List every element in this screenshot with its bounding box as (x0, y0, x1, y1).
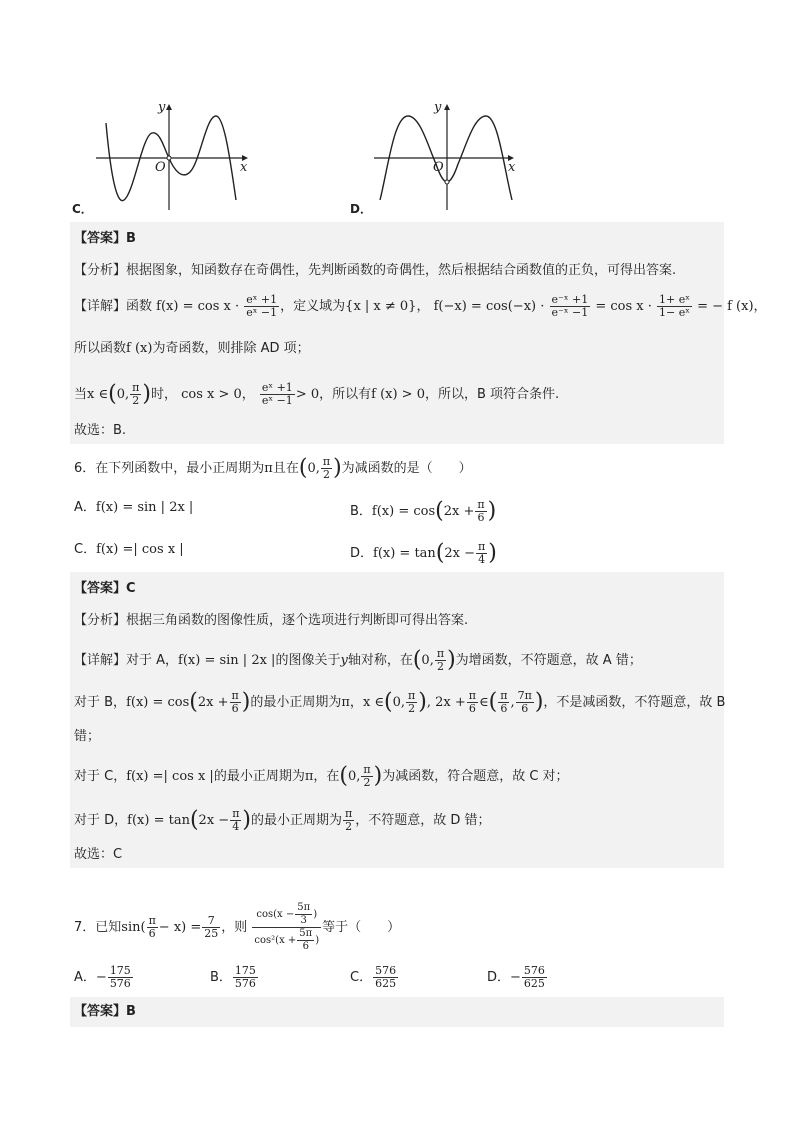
t: ， (241, 387, 255, 402)
num: π (322, 455, 331, 468)
fraction (516, 690, 534, 715)
q7-option-b (210, 965, 259, 990)
q6-detail-d: 对于 D，f(x) = tan(2x − $\frac{\pi}{4}$ )的最小正周期为 $\frac{\pi}{2}$ ，不符题意，故 D 错； (74, 807, 491, 833)
t: 等于（ ） (322, 920, 401, 935)
num: e⁻ˣ +1 (551, 293, 589, 306)
y-label: y (158, 100, 166, 115)
t: 为增函数，不符题意，故 A 错； (455, 653, 642, 668)
fraction (108, 965, 133, 990)
math: x ∈ (362, 695, 385, 710)
fraction (475, 499, 486, 524)
den: 2 (322, 468, 330, 481)
t: 且在 (272, 461, 299, 476)
t: cos(x − (256, 909, 295, 920)
math: π (341, 695, 350, 710)
t: 的最小正周期为 (250, 695, 342, 710)
fraction (230, 690, 241, 715)
den: e⁻ˣ −1 (551, 306, 589, 319)
math: = cos x · (595, 299, 652, 314)
num: 576 (375, 964, 397, 977)
math: − (95, 970, 107, 985)
num: 175 (109, 964, 131, 977)
t: 【详解】对于 A， (74, 653, 179, 668)
fraction (373, 965, 398, 990)
math: 2x + (197, 695, 229, 710)
num: π (468, 689, 476, 702)
q5-detail-line2 (74, 340, 310, 358)
math: f(x) = cos x · (156, 299, 240, 314)
t: 6．在下列函数中，最小正周期为 (74, 461, 265, 476)
y-label: y (434, 100, 442, 115)
math: sin( (121, 920, 146, 935)
num: 175 (234, 964, 256, 977)
fraction (498, 690, 509, 715)
t: ， (753, 299, 767, 314)
math: − x) = (158, 920, 202, 935)
fraction (321, 456, 332, 481)
fraction (467, 690, 478, 715)
graph-d-label: D． (350, 202, 372, 216)
fraction (233, 965, 258, 990)
math: f(x) = sin | 2x | (95, 500, 194, 515)
den: 6 (231, 702, 239, 715)
origin-label: O (433, 160, 444, 175)
q6-detail-b: 对于 B，f(x) = cos(2x + $\frac{\pi}{6}$ )的最小正周期为π，x ∈(0, $\frac{\pi}{2}$ ), 2x + $\frac{\pi}{6}$ ∈( $\frac{\pi}{6}$ , $\frac{7\pi}{6}$ )，不是减函数，不符题意，故 B (74, 689, 726, 715)
label: A． (74, 970, 96, 985)
math: f(x) = sin | 2x | (178, 653, 276, 668)
label: A． (74, 500, 96, 515)
den: 625 (375, 977, 397, 990)
q5-solution-box (70, 222, 724, 444)
q6-analysis: 【分析】根据三角函数的图像性质，逐个选项进行判断即可得出答案. (74, 613, 469, 628)
math: π (304, 769, 314, 784)
q7-answer: 【答案】B (74, 1004, 136, 1019)
y-axis-arrow (166, 104, 172, 110)
t: ，则 (221, 920, 248, 935)
num: π (436, 647, 445, 660)
q6-option-d: D．f(x) = tan(2x − $\frac{\pi}{4}$ ) (350, 540, 497, 566)
num: π (132, 381, 140, 394)
den: 6 (477, 511, 485, 524)
fraction (202, 915, 220, 940)
math: > 0 (295, 387, 320, 402)
fraction (361, 764, 372, 789)
num: π (477, 498, 485, 511)
q5-detail-line1 (74, 294, 767, 319)
fraction (406, 690, 417, 715)
den: 6 (148, 927, 156, 940)
num: π (363, 763, 371, 776)
den: 3 (300, 915, 307, 926)
q6-option-c (74, 541, 184, 559)
fraction (295, 902, 312, 927)
math: 2x + (443, 504, 475, 519)
t: ， (416, 299, 430, 314)
t: 时， (150, 387, 177, 402)
t: ，所以，B 项符合条件. (424, 387, 560, 402)
math: f(x) = tan (127, 813, 190, 828)
den: 6 (500, 702, 508, 715)
math: f (x) (126, 341, 153, 356)
t: cos²(x + (254, 935, 297, 946)
x-label: x (240, 160, 248, 175)
num: 1+ eˣ (659, 293, 690, 306)
den: 25 (204, 927, 219, 940)
fraction (522, 965, 547, 990)
t: 为减函数的是（ ） (341, 461, 472, 476)
q5-conclusion: 故选：B. (74, 423, 127, 438)
q6-conclusion: 故选：C (74, 847, 123, 862)
label: C． (350, 970, 373, 985)
t: 函数 (126, 299, 153, 314)
num: eˣ +1 (261, 381, 293, 394)
num: π (148, 914, 156, 927)
t: ) (313, 909, 318, 920)
den: 2 (408, 702, 416, 715)
x-label: x (508, 160, 516, 175)
math: ∈ (479, 695, 489, 710)
math: , (510, 695, 515, 710)
fraction (476, 541, 487, 566)
num: π (500, 689, 508, 702)
math: 0, (116, 387, 130, 402)
fraction (297, 928, 314, 953)
q6-option-b: B．f(x) = cos(2x + $\frac{\pi}{6}$ ) (350, 498, 497, 524)
fraction (130, 382, 141, 407)
t: ，定义域为 (280, 299, 346, 314)
t: 为减函数，符合题意，故 C 对； (382, 769, 569, 784)
den: 6 (468, 702, 476, 715)
num: 5π (299, 928, 313, 939)
q6-answer: 【答案】C (74, 581, 136, 596)
den (252, 928, 321, 953)
y-axis-arrow (444, 104, 450, 110)
label: D． (350, 546, 374, 561)
num: eˣ +1 (246, 293, 278, 306)
q6-detail-a: 【详解】对于 A，f(x) = sin | 2x |的图像关于y轴对称，在(0, $\frac{\pi}{2}$ )为增函数，不符题意，故 A 错； (74, 647, 642, 673)
den: 4 (478, 553, 486, 566)
t: 的最小正周期为 (251, 813, 343, 828)
den: eˣ −1 (261, 394, 293, 407)
den: 576 (234, 977, 256, 990)
num: 7π (517, 689, 532, 702)
q5-answer: 【答案】B (74, 231, 136, 246)
den: 2 (363, 776, 371, 789)
den: 2 (345, 820, 353, 833)
num: π (231, 689, 239, 702)
hole (167, 156, 171, 160)
compound-fraction (252, 902, 321, 953)
num: π (478, 540, 486, 553)
fraction (230, 808, 241, 833)
q5-analysis: 【分析】根据图象，知函数存在奇偶性，先判断函数的奇偶性，然后根据结合函数值的正负，可得出答案. (74, 263, 677, 278)
math: f(x) =| cos x | (96, 542, 184, 557)
t: ) (315, 935, 320, 946)
math: f(x) =| cos x | (126, 769, 214, 784)
detail-label: 【详解】 (74, 299, 127, 314)
math: 2x − (444, 546, 476, 561)
den: 625 (523, 977, 545, 990)
den: 2 (436, 660, 444, 673)
t: 所以函数 (74, 341, 127, 356)
graph-d (370, 98, 530, 213)
fraction (244, 294, 279, 319)
label: B． (350, 504, 372, 519)
t: 对于 B， (74, 695, 127, 710)
t: 的最小正周期为 (213, 769, 305, 784)
t: 7．已知 (74, 920, 122, 935)
den: 1− eˣ (659, 306, 690, 319)
math: π (264, 461, 273, 476)
den: eˣ −1 (246, 306, 278, 319)
math: f(x) = cos (371, 504, 436, 519)
graph-d-plot (370, 98, 530, 213)
graph-c (90, 98, 250, 213)
q7-option-a (74, 965, 134, 990)
den: 6 (302, 941, 309, 952)
fraction (147, 915, 158, 940)
math: = − f (x) (697, 299, 754, 314)
q7-solution-box (70, 997, 724, 1027)
math: 0, (392, 695, 406, 710)
label: B． (210, 970, 232, 985)
math: f (x) > 0 (371, 387, 425, 402)
num: π (345, 807, 353, 820)
t: 的图像关于 (275, 653, 341, 668)
t: 对于 D， (74, 813, 128, 828)
math: f(x) = tan (373, 546, 436, 561)
fraction (435, 648, 446, 673)
q6-detail-c: 对于 C，f(x) =| cos x |的最小正周期为π，在(0, $\frac{\pi}{2}$ )为减函数，符合题意，故 C 对； (74, 763, 569, 789)
t: 轴对称，在 (347, 653, 413, 668)
label: D． (487, 970, 511, 985)
math: {x | x ≠ 0} (345, 299, 417, 314)
q6-option-a (74, 499, 193, 517)
t: ，不是减函数，不符题意，故 B (543, 695, 726, 710)
den: 2 (132, 394, 140, 407)
t: 对于 C， (74, 769, 127, 784)
hole (445, 180, 449, 184)
fraction (550, 294, 591, 319)
num: π (232, 807, 240, 820)
t: ， (349, 695, 363, 710)
math: f(x) = cos (126, 695, 190, 710)
den: 576 (109, 977, 131, 990)
math: 0, (307, 461, 320, 476)
fraction (260, 382, 295, 407)
origin-label: O (155, 160, 166, 175)
q5-detail-line3: 当x ∈(0, $\frac{\pi}{2}$ )时， cos x > 0， $\frac{\text{eˣ +1}}{\text{eˣ −1}}$ > 0，所以有f (x) > 0，所以，B 项符合条件. (74, 381, 560, 407)
t: ，所以有 (319, 387, 372, 402)
graph-c-label: C． (72, 202, 93, 216)
q7-option-d (487, 965, 548, 990)
den: 6 (521, 702, 529, 715)
fraction (657, 294, 692, 319)
t: 当 (74, 387, 88, 402)
math: 2x − (198, 813, 230, 828)
num: 7 (202, 915, 220, 928)
graph-c-plot (90, 98, 250, 213)
q6-detail-b-cont: 错； (74, 729, 101, 744)
q7-stem (74, 902, 400, 953)
num (252, 902, 321, 928)
math: y (340, 653, 348, 668)
t: ，在 (313, 769, 340, 784)
math: x ∈ (87, 387, 109, 402)
num: 576 (523, 964, 545, 977)
fraction (343, 808, 354, 833)
math: cos x > 0 (181, 387, 242, 402)
t: 为奇函数，则排除 AD 项； (152, 341, 310, 356)
math: , 2x + (426, 695, 466, 710)
math: 0, (347, 769, 361, 784)
t: ，不符题意，故 D 错； (355, 813, 491, 828)
q6-stem: 6．在下列函数中，最小正周期为π且在(0, $\frac{\pi}{2}$ )为减函数的是（ ） (74, 455, 472, 481)
math: f(−x) = cos(−x) · (433, 299, 545, 314)
math: 0, (421, 653, 434, 668)
num: 5π (297, 902, 311, 913)
math: − (510, 970, 521, 985)
q7-option-c (350, 965, 399, 990)
den: 4 (232, 820, 240, 833)
num: π (408, 689, 416, 702)
label: C． (74, 542, 97, 557)
